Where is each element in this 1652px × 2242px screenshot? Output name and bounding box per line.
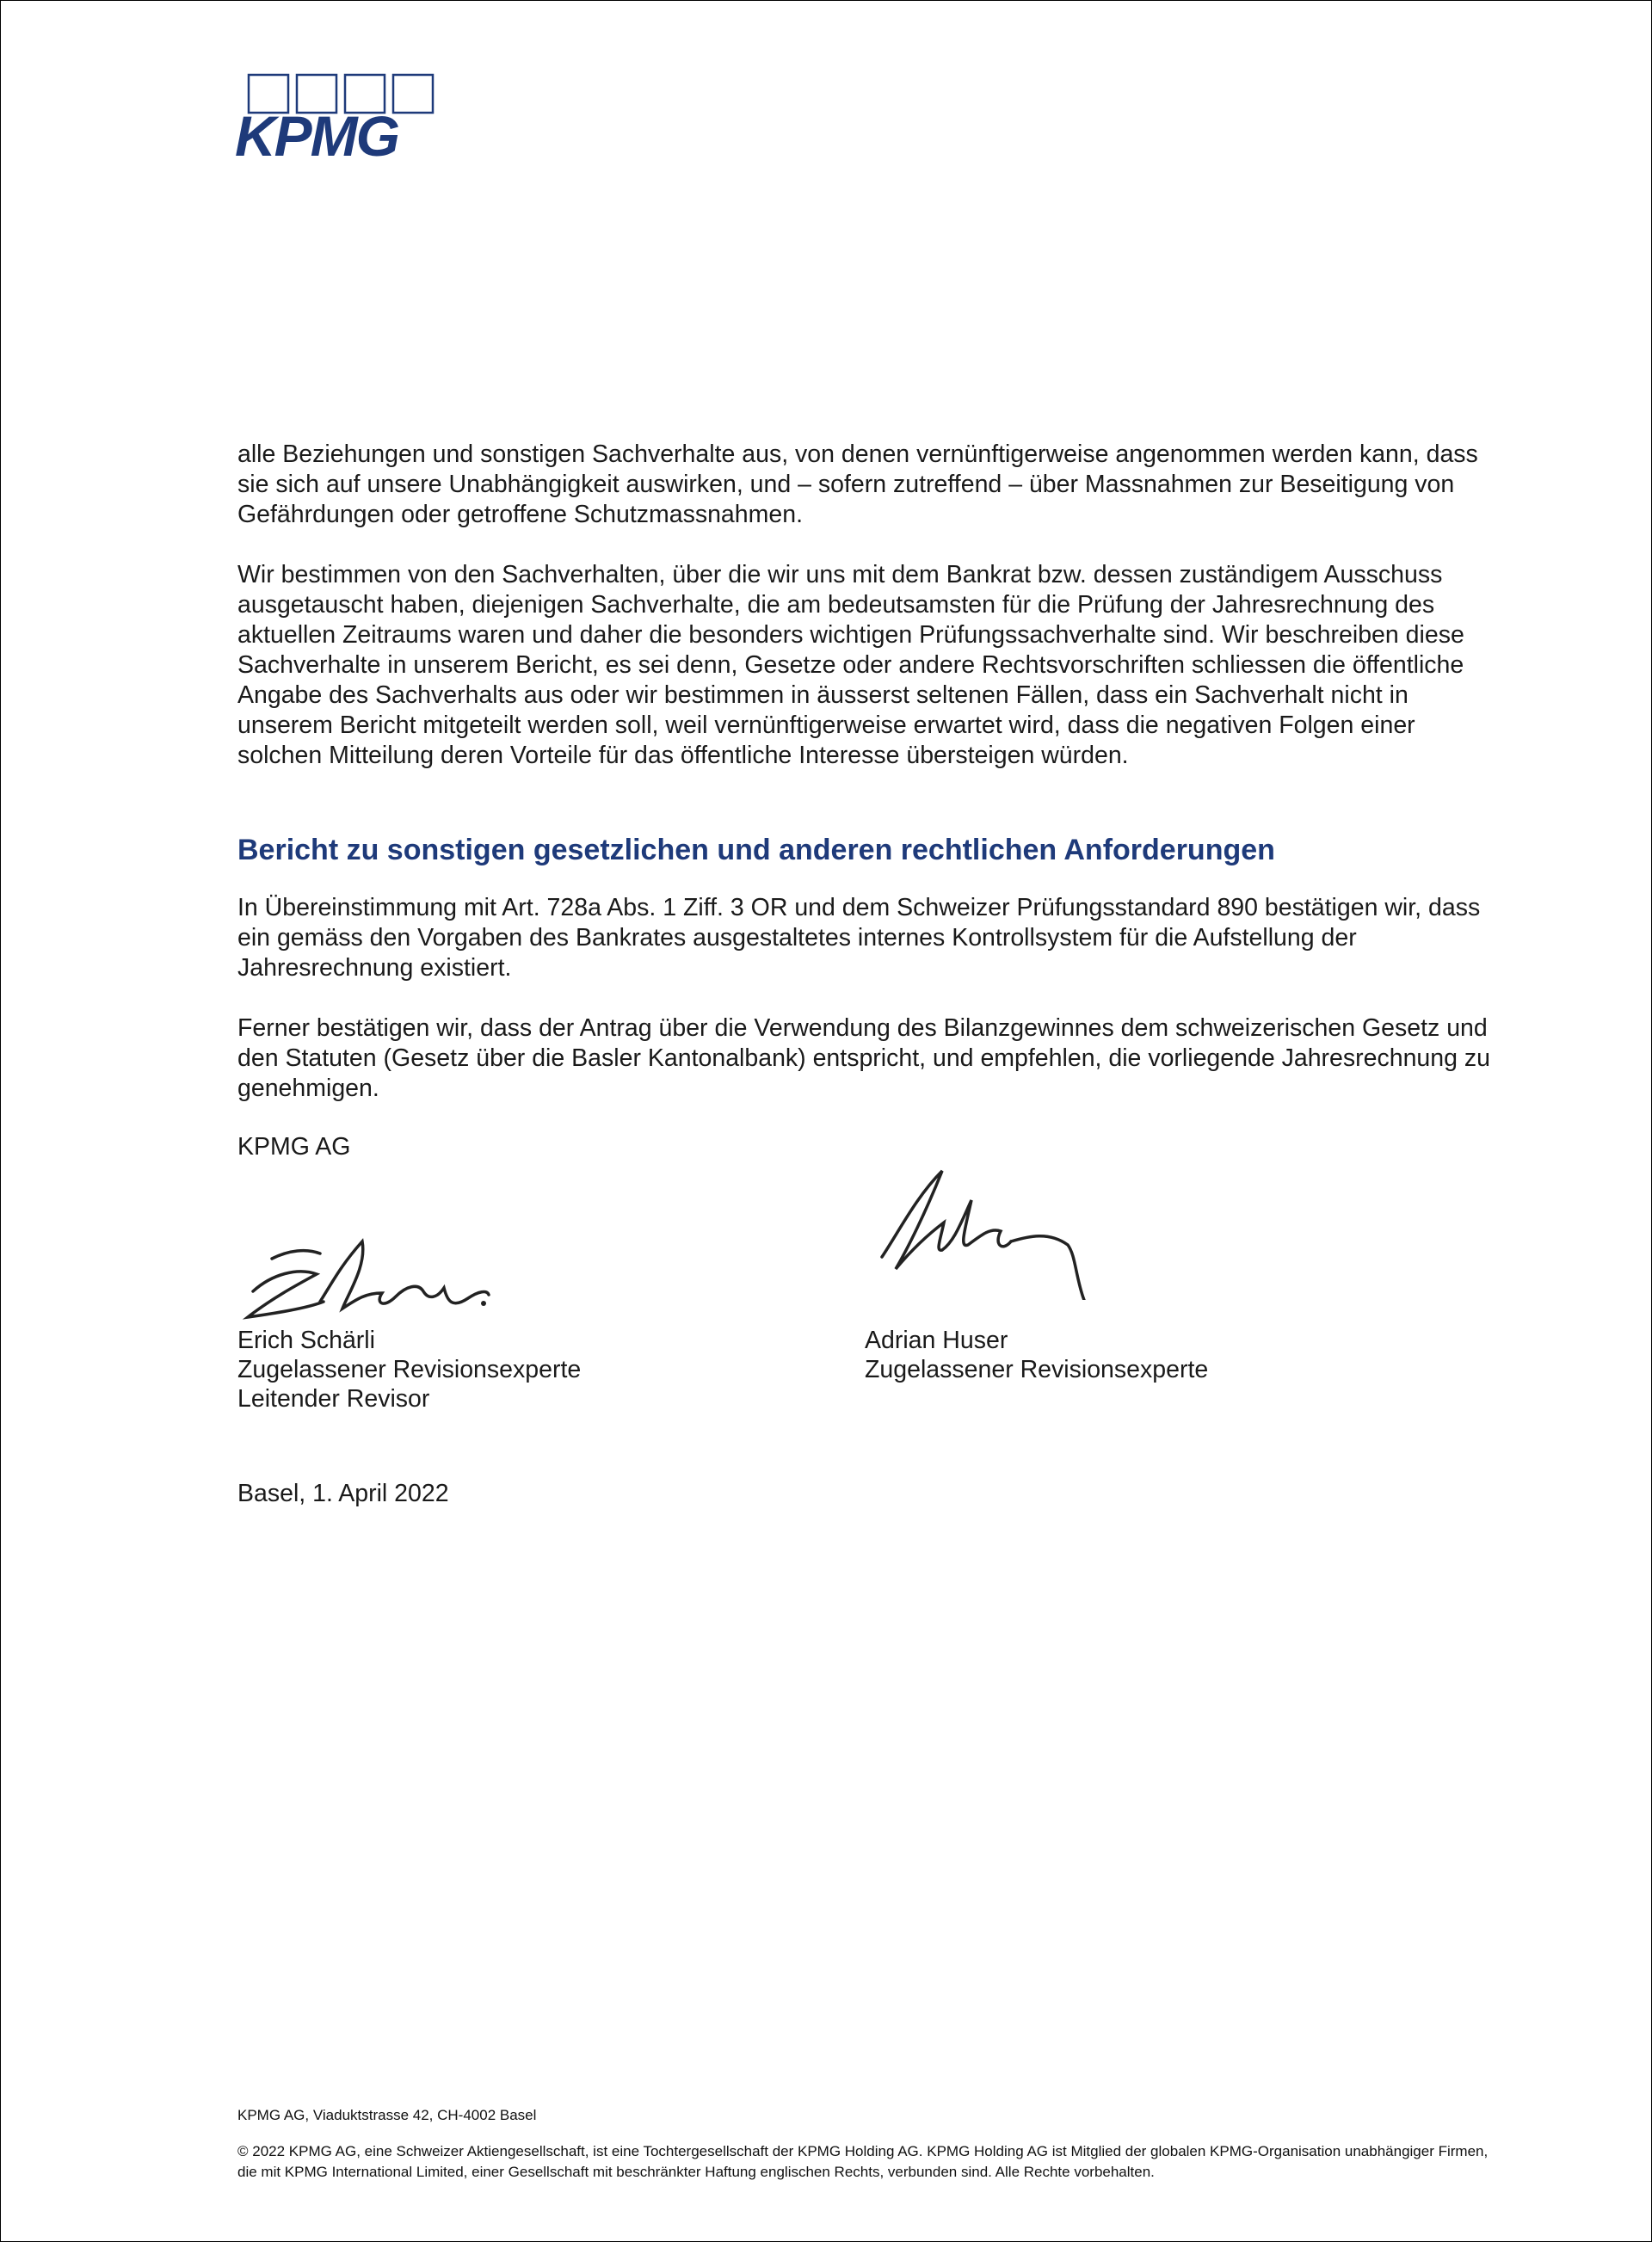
report-body [237, 440, 1494, 1162]
paragraph-independence: alle Beziehungen und sonstigen Sachverhalte aus, von denen vernünftigerweise angenommen werden kann, dass sie sich auf unsere Unabhängigkeit auswirken, und – sofern zutreffend – über Massnahmen zur Beseitigung von Gefährdungen oder getroffene Schutzmassnahmen. [237, 440, 1478, 528]
signature-block-left [237, 1188, 685, 1414]
signatory-name: Adrian Huser [865, 1327, 1008, 1354]
logo-text: KPMG [235, 104, 398, 159]
place-date: Basel, 1. April 2022 [237, 1480, 449, 1507]
paragraph-internal-control: In Übereinstimmung mit Art. 728a Abs. 1 Ziff. 3 OR und dem Schweizer Prüfungsstandard 890 bestätigen wir, dass ein gemäss den Vorgaben des Bankrates ausgestaltetes internes Kontrollsystem für die Aufstellung der Jahresrechnung existiert. [237, 894, 1481, 982]
section-heading: Bericht zu sonstigen gesetzlichen und anderen rechtlichen Anforderungen [237, 834, 1275, 866]
signature-erich-scharli [237, 1188, 513, 1326]
paragraph-profit-appropriation: Ferner bestätigen wir, dass der Antrag über die Verwendung des Bilanzgewinnes dem schweizerischen Gesetz und den Statuten (Gesetz über die Basler Kantonalbank) entspricht, und empfehlen, die vorliegende Jahresrechnung zu genehmigen. [237, 1014, 1491, 1102]
signature-adrian-huser [865, 1162, 1140, 1300]
footer-copyright: © 2022 KPMG AG, eine Schweizer Aktiengesellschaft, ist eine Tochtergesellschaft der KPMG Holding AG. KPMG Holding AG ist Mitglied der globalen KPMG-Organisation unabhängiger Firmen, die mit KPMG International Limited, einer Gesellschaft mit beschränkter Haftung englischen Rechts, verbunden sind. Alle Rechte vorbehalten. [237, 2143, 1489, 2180]
kpmg-logo [235, 73, 438, 159]
signatory-title: Zugelassener Revisionsexperte [865, 1356, 1209, 1383]
signatory-role: Leitender Revisor [237, 1385, 430, 1413]
signature-block-right [865, 1188, 1312, 1384]
company-name: KPMG AG [237, 1133, 351, 1161]
footer [237, 2105, 1511, 2183]
signatory-title: Zugelassener Revisionsexperte [237, 1356, 582, 1383]
paragraph-key-audit-matters: Wir bestimmen von den Sachverhalten, über die wir uns mit dem Bankrat bzw. dessen zuständigem Ausschuss ausgetauscht haben, diejenigen Sachverhalte, die am bedeutsamsten für die Prüfung der Jahresrechnung des aktuellen Zeitraums waren und daher die besonders wichtigen Prüfungssachverhalte sind. Wir beschreiben diese Sachverhalte in unserem Bericht, es sei denn, Gesetze oder andere Rechtsvorschriften schliessen die öffentliche Angabe des Sachverhalts aus oder wir bestimmen in äusserst seltenen Fällen, dass ein Sachverhalt nicht in unserem Bericht mitgeteilt werden soll, weil vernünftigerweise erwartet wird, dass die negativen Folgen einer solchen Mitteilung deren Vorteile für das öffentliche Interesse übersteigen würden. [237, 561, 1464, 769]
signatory-name: Erich Schärli [237, 1327, 375, 1354]
footer-address: KPMG AG, Viaduktstrasse 42, CH-4002 Basel [237, 2107, 537, 2123]
